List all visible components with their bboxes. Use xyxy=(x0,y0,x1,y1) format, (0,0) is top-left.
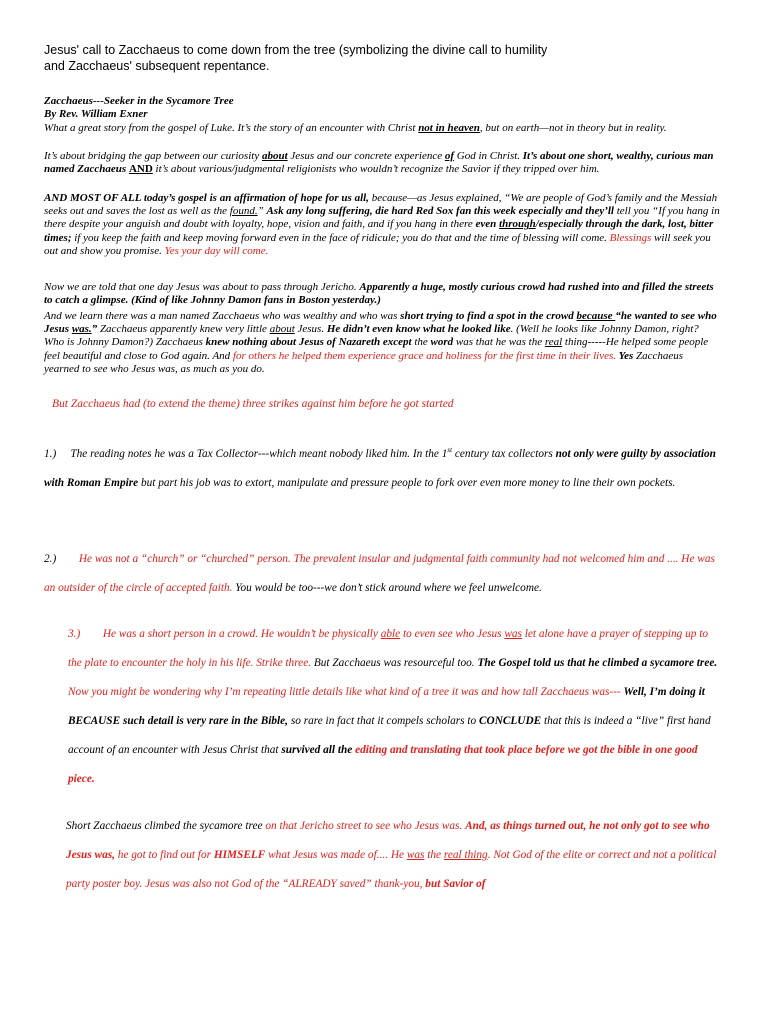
text-run: And, as things turned out, he not only got to see who Jesus was, xyxy=(66,820,710,861)
paragraph-6 xyxy=(66,812,730,899)
text-run: even xyxy=(475,218,500,231)
text-run: ” xyxy=(91,323,98,336)
text-run: was xyxy=(504,628,522,640)
caption-line-2: and Zacchaeus' subsequent repentance. xyxy=(44,59,270,73)
text-run: Short Zacchaeus climbed the sycamore tree xyxy=(66,820,266,832)
text-run: Zacchaeus apparently knew very little xyxy=(97,323,270,336)
text-run: about xyxy=(261,150,288,162)
caption-line-1: Jesus' call to Zacchaeus to come down from the tree (symbolizing the divine call to humility xyxy=(44,43,548,57)
text-run: Blessings xyxy=(609,231,652,244)
text-run: Zacchaeus yearned to see who Jesus was, as much as you do. xyxy=(44,349,684,375)
text-run: BECAUSE such detail is very rare in the Bible, xyxy=(68,715,288,727)
text-run: it’s about various/judgmental religionists who wouldn’t recognize the Savior if they tripped over him. xyxy=(152,163,600,176)
sermon-title: Zacchaeus---Seeker in the Sycamore Tree xyxy=(44,95,234,107)
text-run: Yes your day will come. xyxy=(164,244,269,257)
text-run: for others he helped them experience grace and holiness for the first time in their lives. xyxy=(232,349,617,362)
text-run: word xyxy=(430,336,454,349)
text-run: real thing xyxy=(443,849,488,861)
text-run: Jesus and our concrete experience xyxy=(287,150,445,162)
text-run: but Savior of xyxy=(425,878,486,890)
text-run: It’s about one short, wealthy, curious man named Zacchaeus xyxy=(44,150,714,176)
text-run: to even see who Jesus xyxy=(400,628,505,640)
text-run: real xyxy=(544,336,563,349)
text-run: Yes xyxy=(616,349,634,362)
text-run: , but on earth—not in theory but in reality. xyxy=(479,122,667,134)
text-run: “he wanted to see who Jesus xyxy=(44,310,717,336)
text-run: CONCLUDE xyxy=(479,715,542,727)
list-item-3 xyxy=(68,620,724,794)
text-run: thing-----He helped some people feel beautiful and close to God again. And xyxy=(44,336,709,362)
text-run: . (Well he looks like Johnny Damon, right? Who is Johnny Damon?) Zacchaeus xyxy=(44,323,699,349)
text-run: through xyxy=(499,218,536,231)
text-run: so rare in fact that it compels scholars to xyxy=(288,715,479,727)
text-run: /especially through the dark, lost, bitter times; xyxy=(44,218,714,244)
text-run: if you keep the faith and keep moving forward even in the face of ridicule; you do that and the time of blessing will come. xyxy=(71,231,610,244)
text-run: He was not a “church” or “churched” person. The prevalent insular and judgmental faith community had not welcomed him and .... He was an outsider of the circle of accepted faith. xyxy=(44,553,715,594)
text-run: the xyxy=(411,336,431,349)
text-run: short trying to find a spot in the crowd xyxy=(400,310,577,322)
paragraph-2 xyxy=(44,150,720,176)
list-number: 2.) xyxy=(44,553,57,565)
three-strikes-heading: But Zacchaeus had (to extend the theme) three strikes against him before he got started xyxy=(52,398,454,410)
text-run: will seek you out and show you promise. xyxy=(44,231,711,257)
text-run: on that Jericho street to see who Jesus was. xyxy=(265,820,466,832)
text-run: What a great story from the gospel of Luke. It’s the story of an encounter with Christ xyxy=(44,122,419,134)
text-run: . Not God of the elite or correct and not a political party poster boy. Jesus was also not God of the “ALREADY saved” thank-you, xyxy=(66,849,717,890)
text-run: let alone have a prayer of stepping up to the plate to encounter the holy in his life. Strike three. xyxy=(68,628,709,669)
list-item-1 xyxy=(44,440,724,498)
text-run: But Zacchaeus was resourceful too. xyxy=(311,657,478,669)
text-run: The Gospel told us that he climbed a sycamore tree. xyxy=(477,657,718,669)
text-run: not in heaven xyxy=(418,122,480,134)
text-run: Ask any long suffering, die hard Red Sox fan this week especially and they’ll xyxy=(266,205,614,218)
text-run: knew nothing about Jesus of Nazareth except xyxy=(205,336,412,349)
paragraph-1 xyxy=(44,122,720,135)
paragraph-4 xyxy=(44,281,720,307)
text-run: Now we are told that one day Jesus was about to pass through Jericho. xyxy=(44,281,360,293)
text-run: And we learn there was a man named Zacchaeus who was wealthy and who was xyxy=(44,310,401,322)
list-number: 3.) xyxy=(68,628,81,640)
text-run: able xyxy=(380,628,401,640)
sermon-byline: By Rev. William Exner xyxy=(44,108,148,120)
text-run: found. xyxy=(229,205,258,218)
text-run: Now you might be wondering why I’m repeating little details like what kind of a tree it was and how tall Zacchaeus was--- xyxy=(68,686,624,698)
text-run: what Jesus was made of.... He xyxy=(265,849,407,861)
text-run: editing and translating that took place before we got the bible in one good piece. xyxy=(68,744,698,785)
text-run: You would be too---we don’t stick around where we feel unwelcome. xyxy=(232,582,542,594)
text-run: Jesus. xyxy=(294,323,327,336)
text-run: AND xyxy=(128,163,153,176)
text-run: was that he was the xyxy=(453,336,545,349)
text-run: was. xyxy=(71,323,92,336)
paragraph-3 xyxy=(44,192,720,258)
list-item-2 xyxy=(44,545,724,603)
text-run: that this is indeed a “live” first hand account of an encounter with Jesus Christ that xyxy=(68,715,711,756)
text-run: Apparently a huge, mostly curious crowd had rushed into and filled the streets to catch a glimpse. (Kind of like Johnny Damon fans in Boston yesterday.) xyxy=(44,281,714,307)
text-run: because—as Jesus explained, “We are people of God’s family and the Messiah seeks out and saves the lost as well as the xyxy=(44,192,718,218)
text-run: He didn’t even know what he looked like xyxy=(326,323,511,336)
text-run: Well, I’m doing it xyxy=(623,686,705,698)
text-run: not only were guilty by association with Roman Empire xyxy=(44,448,716,489)
text-run: of xyxy=(444,150,455,162)
text-run: was xyxy=(406,849,425,861)
text-run: survived all the xyxy=(281,744,356,756)
text-run: the xyxy=(424,849,444,861)
text-run: God in Christ. xyxy=(454,150,523,162)
text-run: st xyxy=(447,446,453,455)
text-run: He was a short person in a crowd. He wouldn’t be physically xyxy=(102,628,381,640)
text-run: he got to find out for xyxy=(114,849,214,861)
text-run: because xyxy=(576,310,616,322)
caption-header xyxy=(44,42,724,74)
paragraph-5 xyxy=(44,310,720,376)
text-run: but part his job was to extort, manipulate and pressure people to fork over even more money to line their own pockets. xyxy=(138,477,676,489)
text-run: AND MOST OF ALL today’s gospel is an affirmation of hope for us all, xyxy=(44,192,369,204)
text-run: about xyxy=(269,323,295,336)
text-run: tell you “If you hang in there despite your anguish and doubt with loyalty, hope, vision and faith, and if you hang in there xyxy=(44,205,720,231)
text-run: It’s about bridging the gap between our curiosity xyxy=(44,150,262,162)
text-run: The reading notes he was a Tax Collector---which meant nobody liked him. In the 1 xyxy=(70,448,448,460)
text-run: HIMSELF xyxy=(213,849,266,861)
text-run: century tax collectors xyxy=(452,448,556,460)
text-run: ” xyxy=(257,205,267,218)
list-number: 1.) xyxy=(44,448,57,460)
